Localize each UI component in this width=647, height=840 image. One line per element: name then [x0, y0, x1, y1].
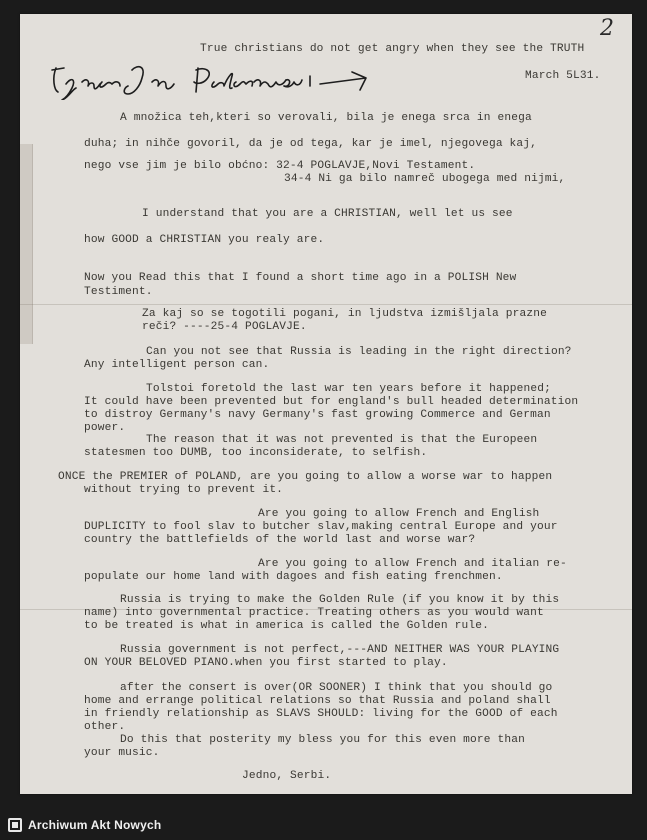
text-line: duha; in nihče govoril, da je od tega, kar je imel, njegovega kaj,	[84, 138, 537, 150]
page-number: 2	[600, 16, 614, 41]
text-line: I understand that you are a CHRISTIAN, well let us see	[142, 208, 513, 220]
text-line: ON YOUR BELOVED PIANO.when you first started to play.	[84, 657, 448, 669]
text-line: country the battlefields of the world last and worse war?	[84, 534, 476, 546]
text-line: name) into governmental practice. Treating others as you would want	[84, 607, 544, 619]
text-line: Now you Read this that I found a short time ago in a POLISH New	[84, 272, 517, 284]
text-line: how GOOD a CHRISTIAN you realy are.	[84, 234, 325, 246]
text-line: ONCE the PREMIER of POLAND, are you going to allow a worse war to happen	[58, 471, 553, 483]
text-line: The reason that it was not prevented is that the Europeen	[146, 434, 538, 446]
text-line: populate our home land with dagoes and fish eating frenchmen.	[84, 571, 503, 583]
text-line: DUPLICITY to fool slav to butcher slav,making central Europe and your	[84, 521, 558, 533]
text-line: reči? ----25-4 POGLAVJE.	[142, 321, 307, 333]
archive-logo-icon	[8, 818, 22, 832]
text-line: Any intelligent person can.	[84, 359, 270, 371]
text-line: after the consert is over(OR SOONER) I think that you should go	[120, 682, 553, 694]
text-line: Do this that posterity my bless you for this even more than	[120, 734, 525, 746]
text-line: Russia is trying to make the Golden Rule (if you know it by this	[120, 594, 560, 606]
text-line: Are you going to allow French and italian re-	[258, 558, 567, 570]
text-line: Are you going to allow French and English	[258, 508, 540, 520]
text-line: Tolstoi foretold the last war ten years before it happened;	[146, 383, 551, 395]
text-line: Can you not see that Russia is leading in the right direction?	[146, 346, 572, 358]
date-line: March 5L31.	[525, 70, 601, 82]
text-line: other.	[84, 721, 126, 733]
text-line: without trying to prevent it.	[84, 484, 284, 496]
text-line: home and errange political relations so that Russia and poland shall	[84, 695, 551, 707]
text-line: Testiment.	[84, 286, 153, 298]
closing-line: Jedno, Serbi.	[242, 770, 332, 782]
text-line: to distroy Germany's navy Germany's fast growing Commerce and German	[84, 409, 551, 421]
text-line: A množica teh,kteri so verovali, bila je enega srca in enega	[120, 112, 532, 124]
text-line: Russia government is not perfect,---AND NEITHER WAS YOUR PLAYING	[120, 644, 560, 656]
document-page	[20, 14, 632, 794]
text-line: 34-4 Ni ga bilo namreč ubogega med nijmi,	[284, 173, 566, 185]
text-line: It could have been prevented but for england's bull headed determination	[84, 396, 579, 408]
fold-line	[20, 304, 632, 305]
text-line: nego vse jim je bilo obćno: 32-4 POGLAVJE,Novi Testament.	[84, 160, 476, 172]
archive-name: Archiwum Akt Nowych	[28, 818, 162, 832]
text-line: your music.	[84, 747, 160, 759]
text-line: power.	[84, 422, 126, 434]
text-line: in friendly relationship as SLAVS SHOULD: living for the GOOD of each	[84, 708, 558, 720]
text-line: to be treated is what in america is called the Golden rule.	[84, 620, 489, 632]
signature	[48, 60, 398, 100]
text-line: statesmen too DUMB, too inconsiderate, to selfish.	[84, 447, 428, 459]
archive-footer	[0, 806, 647, 840]
paper-tab	[20, 144, 33, 344]
header-line: True christians do not get angry when they see the TRUTH	[200, 43, 585, 55]
text-line: Za kaj so se togotili pogani, in ljudstva izmišljala prazne	[142, 308, 547, 320]
